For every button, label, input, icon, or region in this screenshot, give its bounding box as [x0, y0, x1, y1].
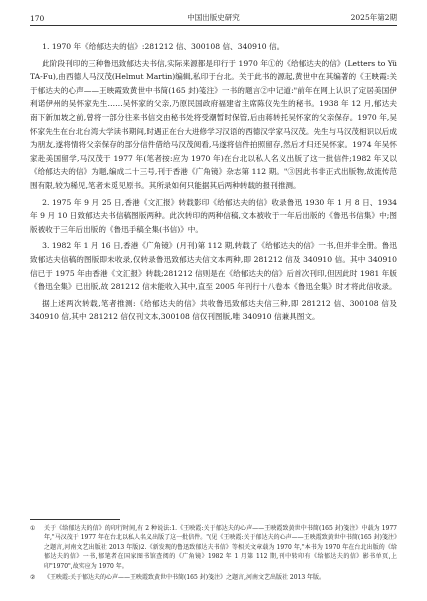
footnotes [30, 524, 397, 583]
footnote-mark: ① [30, 525, 36, 532]
running-header [30, 10, 397, 26]
paragraph: 1. 1970 年《给郁达夫的信》:281212 信、300108 信、340910 信。 [42, 42, 285, 51]
footnote-divider [30, 519, 120, 520]
journal-title: 中国出版史研究 [187, 13, 240, 22]
paragraph: 据上述两次转载,笔者推测:《给郁达夫的信》共收鲁迅致郁达夫信三种,即 281212 信、300108 信及 340910 信,其中 281212 信仅刊文本,300108 信仅刊图版,唯 340910 信兼具图文。 [30, 298, 397, 322]
issue-label: 2025年第2期 [350, 13, 397, 22]
footnote-text: 《王映霞:关于郁达夫的心声——王映霞致黄世中书简(165 封)笺注》之题言,河南文艺出版社 2013 年版。 [44, 573, 326, 581]
page-number: 170 [30, 14, 45, 23]
footnote [30, 573, 397, 582]
footnote-mark: ② [30, 573, 36, 581]
paragraph: 2. 1975 年 9 月 25 日,香港《文汇报》转载影印《给郁达夫的信》收录鲁迅 1930 年 1 月 8 日、1934 年 9 月 10 日致郁达夫书信稿图版两种。此次转印的两种信稿,文本被收于一年后出版的《鲁迅书信集》中;图版被收于三年后出版的《鲁迅手稿全集(书信)》中。 [30, 197, 397, 234]
paragraph: 3. 1982 年 1 月 16 日,香港《广角镜》(月刊)第 112 期,转载了《给郁达夫的信》一书,但并非全册。鲁迅致郁达夫信稿的图版即未收录,仅转录鲁迅致郁达夫信文本两种,即 281212 信及 340910 信。其中 340910 信已于 1975 年由香港《文汇报》转载;281212 信则是在《给郁达夫的信》后首次刊印,但因此时 1981 年版《鲁迅全集》已出版,故 281212 信未能收入其中,直至 2005 年刊行十八卷本《鲁迅全集》时才将此信收录。 [30, 241, 397, 292]
paragraph: 此阶段刊印的三种鲁迅致郁达夫书信,实际来源都是印行于 1970 年①的《给郁达夫的信》(Letters to Yü TA-Fu),由西德人马汉茂(Helmut Martin)编辑,私印于台北。关于此书的源起,黄世中在其编著的《王映霞:关于郁达夫的心声——王映霞致黄世中书简(165 封)笺注》一书的题言②中记道:"前年在网上认识了定居美国伊利诺伊州的吴怀家先生……吴怀家的父亲,乃原民国政府福建省主席陈仪先生的秘书。1938 年 12 月,郁达夫南下新加坡之前,曾将一部分往来书信交由秘书处将受潮暂时保管,后由蒋转托吴怀家的父亲保存。1970 年,吴怀家先生在台北台湾大学读书期间,时遇正在台大进修学习汉语的西德汉学家马汉茂。先生与马汉茂相识以后成为朋友,遂将情将父亲保存的部分信件借给马汉茂阅看,马遂将信件拍照留存,然后才归还吴怀家。1974 年吴怀家赴美国留学,马汉茂于 1977 年(笔者按:应为 1970 年)在台北以私人名义出版了这一批信件;1982 年又以《给郁达夫的信》为题,编成二十三号,刊于香港《广角镜》杂志第 112 期。"③因此书非正式出版物,故流传范围有限,较为稀见,笔者未觅见原书。其所录如何只能据其后两种转载的报刊推测。 [30, 58, 397, 190]
footnote-text: 关于《给郁达夫的信》的印行时间,有 2 种说法:1.《王映霞:关于郁达夫的心声——王映霞致黄世中书简(165 封)笺注》中载为 1977 年,"马汉茂于 1977 年在台北以私人名义出版了这一批信件。"(见《王映霞:关于郁达夫的心声——王映霞致黄世中书简(165 封)笺注》之题言,河南文艺出版社 2013 年版)2.《新发现的鲁迅致郁达夫书信》等相关文章载为 1970 年,"本书为 1970 年在台北出版的《给郁达夫的信》一书,郁笔者在国家图书馆查阅的《广角镜》1982 年 1 月第 112 期,刊中转印有《给郁达夫的信》影书单页,上印"1970",故实应为 1970 年。 [44, 525, 397, 570]
article-body [30, 40, 397, 327]
footnote [30, 524, 397, 571]
